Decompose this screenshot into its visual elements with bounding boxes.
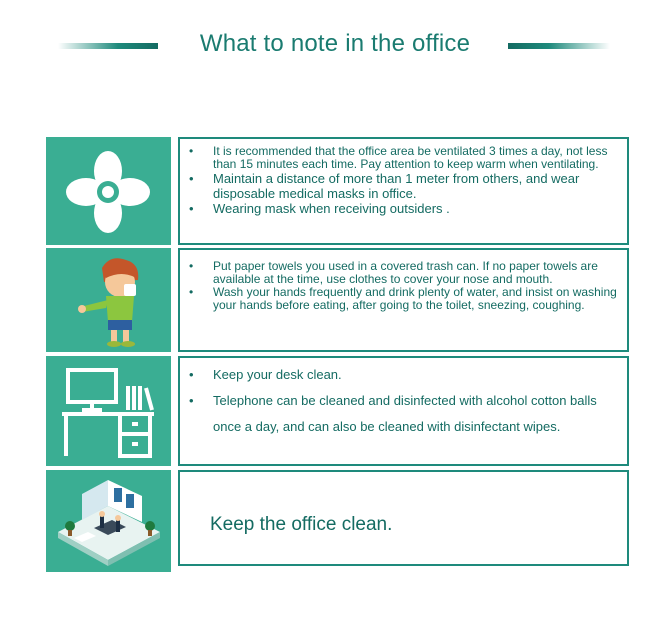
page-title: What to note in the office (199, 30, 471, 57)
fan-icon (46, 137, 171, 245)
note-text-box (178, 356, 629, 466)
list-item: • Telephone can be cleaned and disinfected with alcohol cotton balls once a day, and can also be cleaned with disinfectant wipes. (180, 388, 627, 440)
note-row-ventilation (46, 137, 634, 245)
header (0, 28, 670, 64)
list-item: • It is recommended that the office area be ventilated 3 times a day, not less than 15 minutes each time. Pay attention to keep warm when ventilating. (180, 145, 627, 171)
note-text-box (178, 248, 629, 352)
list-item: • Keep your desk clean. (180, 362, 627, 388)
note-text-box (178, 137, 629, 245)
note-text-box (178, 470, 629, 566)
sneezing-boy-icon (46, 248, 171, 352)
note-row-office (46, 470, 634, 572)
list-item: • Maintain a distance of more than 1 meter from others, and wear disposable medical masks in office. (180, 171, 627, 201)
list-item: • Wash your hands frequently and drink plenty of water, and insist on washing your hands before eating, after going to the toilet, sneezing, coughing. (180, 286, 627, 312)
list-item: • Put paper towels you used in a covered trash can. If no paper towels are available at the time, use clothes to cover your nose and mouth. (180, 260, 627, 286)
note-row-hygiene (46, 248, 634, 352)
note-text: Keep the office clean. (210, 514, 393, 535)
title-decoration-right (508, 43, 610, 49)
list-item: • Wearing mask when receiving outsiders . (180, 201, 627, 216)
office-isometric-icon (46, 470, 171, 572)
note-row-desk (46, 356, 634, 466)
desk-computer-icon (46, 356, 171, 466)
